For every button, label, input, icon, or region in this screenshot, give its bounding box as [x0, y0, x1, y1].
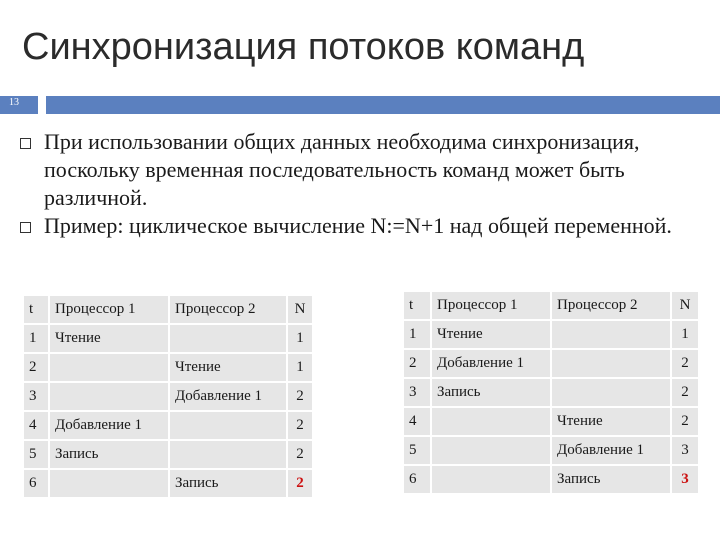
cell — [50, 354, 170, 383]
table-row — [404, 350, 700, 379]
cell — [50, 470, 170, 499]
table-row — [404, 437, 700, 466]
cell: Чтение — [170, 354, 288, 383]
cell: 3 — [404, 379, 432, 408]
cell: 2 — [288, 383, 314, 412]
cell: 2 — [672, 350, 700, 379]
header-cell: t — [404, 292, 432, 321]
bullet-item — [20, 212, 700, 240]
cell: 5 — [404, 437, 432, 466]
cell: 2 — [288, 441, 314, 470]
slide-title: Синхронизация потоков команд — [22, 26, 585, 68]
table-row — [24, 470, 314, 499]
cell — [432, 437, 552, 466]
cell — [170, 412, 288, 441]
cell: 2 — [672, 408, 700, 437]
cell: 6 — [404, 466, 432, 495]
highlighted-cell: 2 — [288, 470, 314, 499]
table-row — [24, 354, 314, 383]
cell: Добавление 1 — [50, 412, 170, 441]
cell: Добавление 1 — [552, 437, 672, 466]
table-row — [404, 408, 700, 437]
cell: 1 — [672, 321, 700, 350]
cell: 6 — [24, 470, 50, 499]
cell — [552, 379, 672, 408]
cell — [432, 466, 552, 495]
table-left — [24, 296, 314, 499]
table-row — [24, 383, 314, 412]
cell: 1 — [24, 325, 50, 354]
table-row — [24, 325, 314, 354]
cell — [170, 325, 288, 354]
header-cell: Процессор 1 — [432, 292, 552, 321]
bullet-list — [20, 128, 700, 240]
square-bullet-icon — [20, 138, 31, 149]
cell: Запись — [170, 470, 288, 499]
cell — [170, 441, 288, 470]
cell — [50, 383, 170, 412]
header-cell: N — [672, 292, 700, 321]
cell: Чтение — [432, 321, 552, 350]
cell: Запись — [50, 441, 170, 470]
cell: 2 — [672, 379, 700, 408]
bullet-text: Пример: циклическое вычисление N:=N+1 над общей переменной. — [44, 213, 672, 238]
table-row — [24, 441, 314, 470]
cell — [552, 350, 672, 379]
table-row — [404, 321, 700, 350]
cell: 1 — [288, 354, 314, 383]
header-cell: t — [24, 296, 50, 325]
header-cell: Процессор 2 — [170, 296, 288, 325]
table-row — [404, 466, 700, 495]
cell: Добавление 1 — [432, 350, 552, 379]
cell: 5 — [24, 441, 50, 470]
table-header-row — [404, 292, 700, 321]
slide-number-bar — [0, 96, 38, 114]
table-header-row — [24, 296, 314, 325]
highlighted-cell: 3 — [672, 466, 700, 495]
cell: 1 — [288, 325, 314, 354]
cell: Запись — [552, 466, 672, 495]
header-cell: Процессор 1 — [50, 296, 170, 325]
cell: 4 — [24, 412, 50, 441]
cell — [432, 408, 552, 437]
bullet-text: При использовании общих данных необходима синхронизация, поскольку временная последовательность команд может быть различной. — [44, 129, 640, 210]
table-row — [24, 412, 314, 441]
cell: 4 — [404, 408, 432, 437]
cell: Чтение — [552, 408, 672, 437]
cell: 2 — [24, 354, 50, 383]
bullet-item — [20, 128, 700, 212]
cell: Чтение — [50, 325, 170, 354]
cell: 3 — [672, 437, 700, 466]
cell: Добавление 1 — [170, 383, 288, 412]
table-right — [404, 292, 700, 495]
cell: 2 — [404, 350, 432, 379]
cell: Запись — [432, 379, 552, 408]
header-cell: Процессор 2 — [552, 292, 672, 321]
cell — [552, 321, 672, 350]
square-bullet-icon — [20, 222, 31, 233]
slide-number: 13 — [9, 97, 19, 108]
header-cell: N — [288, 296, 314, 325]
cell: 1 — [404, 321, 432, 350]
cell: 2 — [288, 412, 314, 441]
header-accent-bar — [46, 96, 720, 114]
table-row — [404, 379, 700, 408]
cell: 3 — [24, 383, 50, 412]
